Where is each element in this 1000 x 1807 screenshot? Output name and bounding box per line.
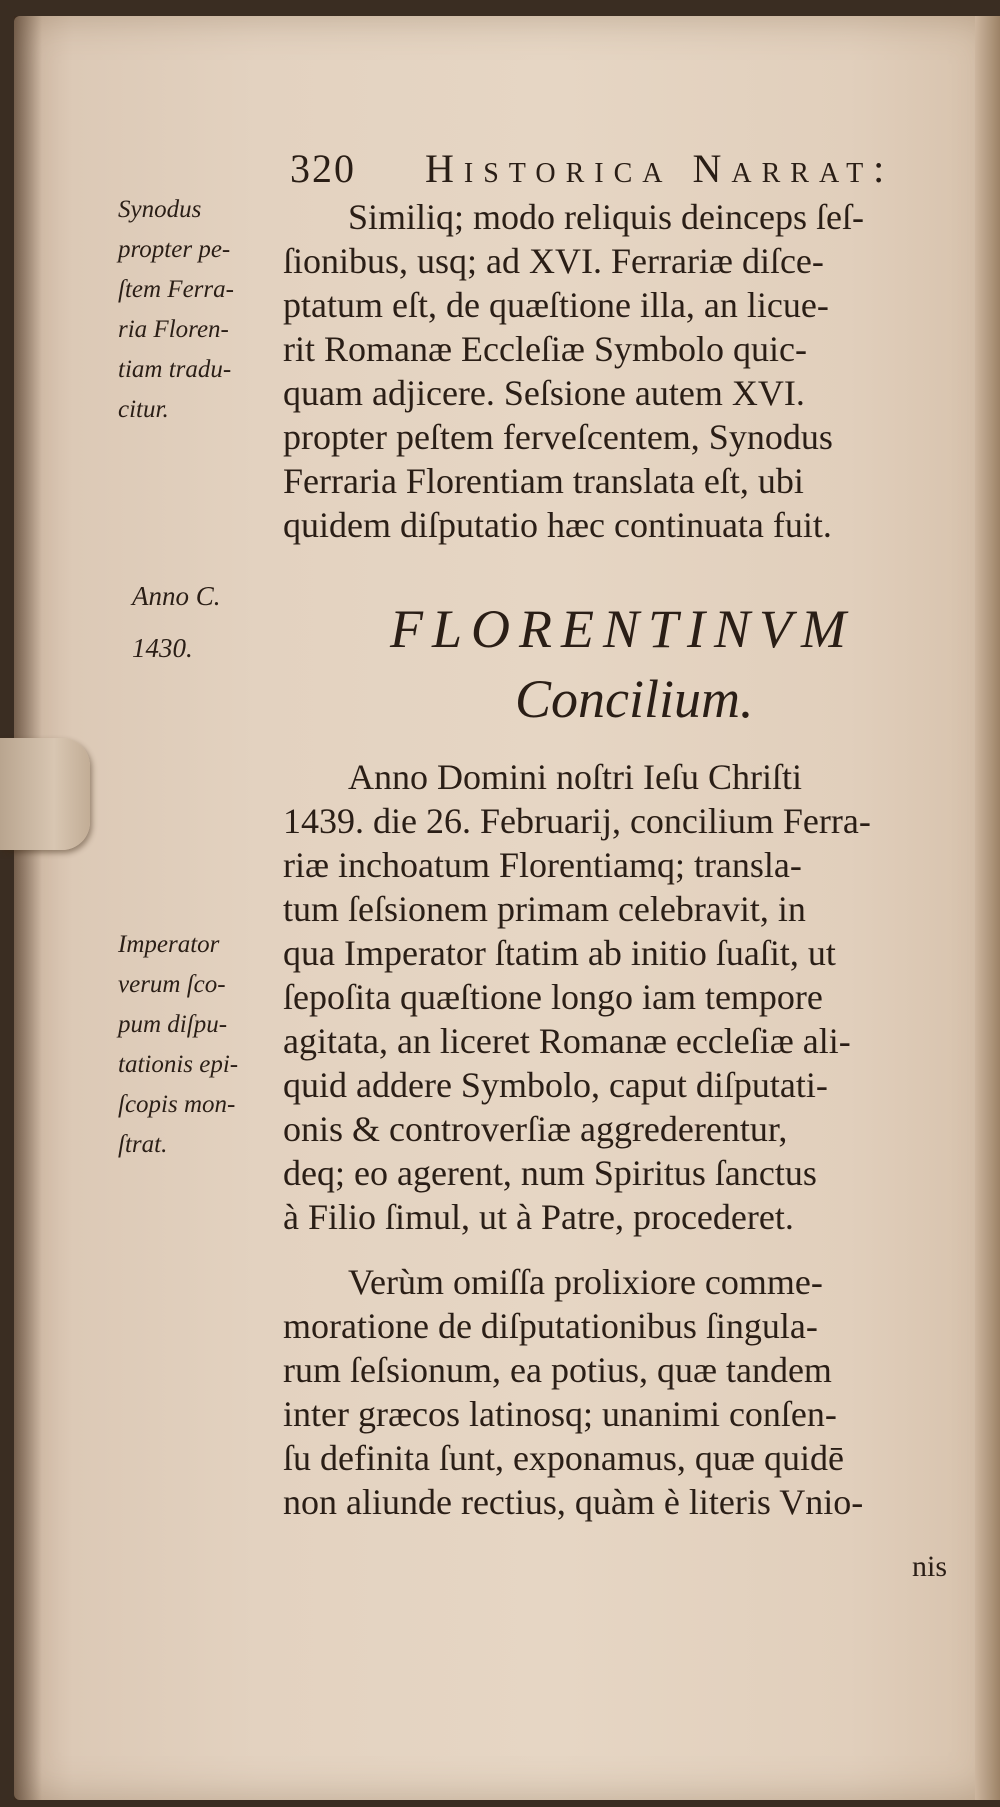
margin-line: Imperator (118, 931, 220, 958)
text-line: qua Imperator ſtatim ab initio ſuaſit, ut (283, 933, 836, 973)
margin-line: ſtem Ferra- (118, 276, 234, 303)
text-line: Anno Domini noſtri Ieſu Chriſti (348, 757, 802, 797)
running-title: Historica Narrat: (425, 146, 895, 191)
margin-line: tiam tradu- (118, 356, 232, 383)
text-line: inter græcos latinosq; unanimi conſen- (283, 1394, 837, 1434)
text-line: à Filio ſimul, ut à Patre, procederet. (283, 1197, 794, 1237)
page-edge (975, 16, 1000, 1800)
margin-line: ſcopis mon- (118, 1091, 236, 1118)
paragraph-2 (283, 755, 973, 1239)
margin-note-imperator (118, 925, 288, 1165)
paragraph-3 (283, 1260, 973, 1524)
margin-line: propter pe- (118, 236, 231, 263)
margin-note-anno (132, 570, 302, 674)
section-subheading: Concilium. (515, 669, 754, 729)
text-line: onis & controverſiæ aggrederentur, (283, 1109, 788, 1149)
running-head (290, 145, 910, 195)
text-line: non aliunde rectius, quàm è literis Vnio- (283, 1482, 864, 1522)
text-line: ſepoſita quæſtione longo iam tempore (283, 977, 823, 1017)
page-clip (0, 738, 90, 850)
margin-line: Synodus (118, 196, 202, 223)
margin-line: tationis epi- (118, 1051, 239, 1078)
text-line: quidem diſputatio hæc continuata fuit. (283, 505, 832, 545)
margin-line: pum diſpu- (118, 1011, 228, 1038)
margin-line: 1430. (132, 633, 193, 663)
text-line: moratione de diſputationibus ſingula- (283, 1306, 818, 1346)
catchword: nis (912, 1550, 948, 1583)
margin-line: ſtrat. (118, 1131, 168, 1158)
margin-line: ria Floren- (118, 316, 229, 343)
spine-shadow (14, 16, 42, 1800)
text-line: 1439. die 26. Februarij, concilium Ferra- (283, 801, 871, 841)
paragraph-1 (283, 195, 973, 547)
text-line: quid addere Symbolo, caput diſputati- (283, 1065, 828, 1105)
text-line: Similiq; modo reliquis deinceps ſeſ- (348, 197, 864, 237)
text-line: propter peſtem ferveſcentem, Synodus (283, 417, 833, 457)
text-line: agitata, an liceret Romanæ eccleſiæ ali- (283, 1021, 851, 1061)
text-line: Ferraria Florentiam translata eſt, ubi (283, 461, 804, 501)
margin-line: verum ſco- (118, 971, 226, 998)
text-line: rum ſeſsionum, ea potius, quæ tandem (283, 1350, 832, 1390)
margin-line: Anno C. (132, 581, 221, 611)
margin-line: citur. (118, 396, 169, 423)
text-line: ſionibus, usq; ad XVI. Ferrariæ diſce- (283, 241, 824, 281)
text-line: tum ſeſsionem primam celebravit, in (283, 889, 806, 929)
text-line: quam adjicere. Seſsione autem XVI. (283, 373, 805, 413)
text-line: ptatum eſt, de quæſtione illa, an licue- (283, 285, 829, 325)
text-line: ſu definita ſunt, exponamus, quæ quidē (283, 1438, 844, 1478)
text-line: Verùm omiſſa prolixiore comme- (348, 1262, 823, 1302)
section-heading: FLORENTINVM (390, 599, 856, 659)
text-line: riæ inchoatum Florentiamq; transla- (283, 845, 802, 885)
text-line: deq; eo agerent, num Spiritus ſanctus (283, 1153, 817, 1193)
page-number: 320 (290, 146, 356, 191)
margin-note-synodus (118, 190, 288, 430)
text-line: rit Romanæ Eccleſiæ Symbolo quic- (283, 329, 807, 369)
